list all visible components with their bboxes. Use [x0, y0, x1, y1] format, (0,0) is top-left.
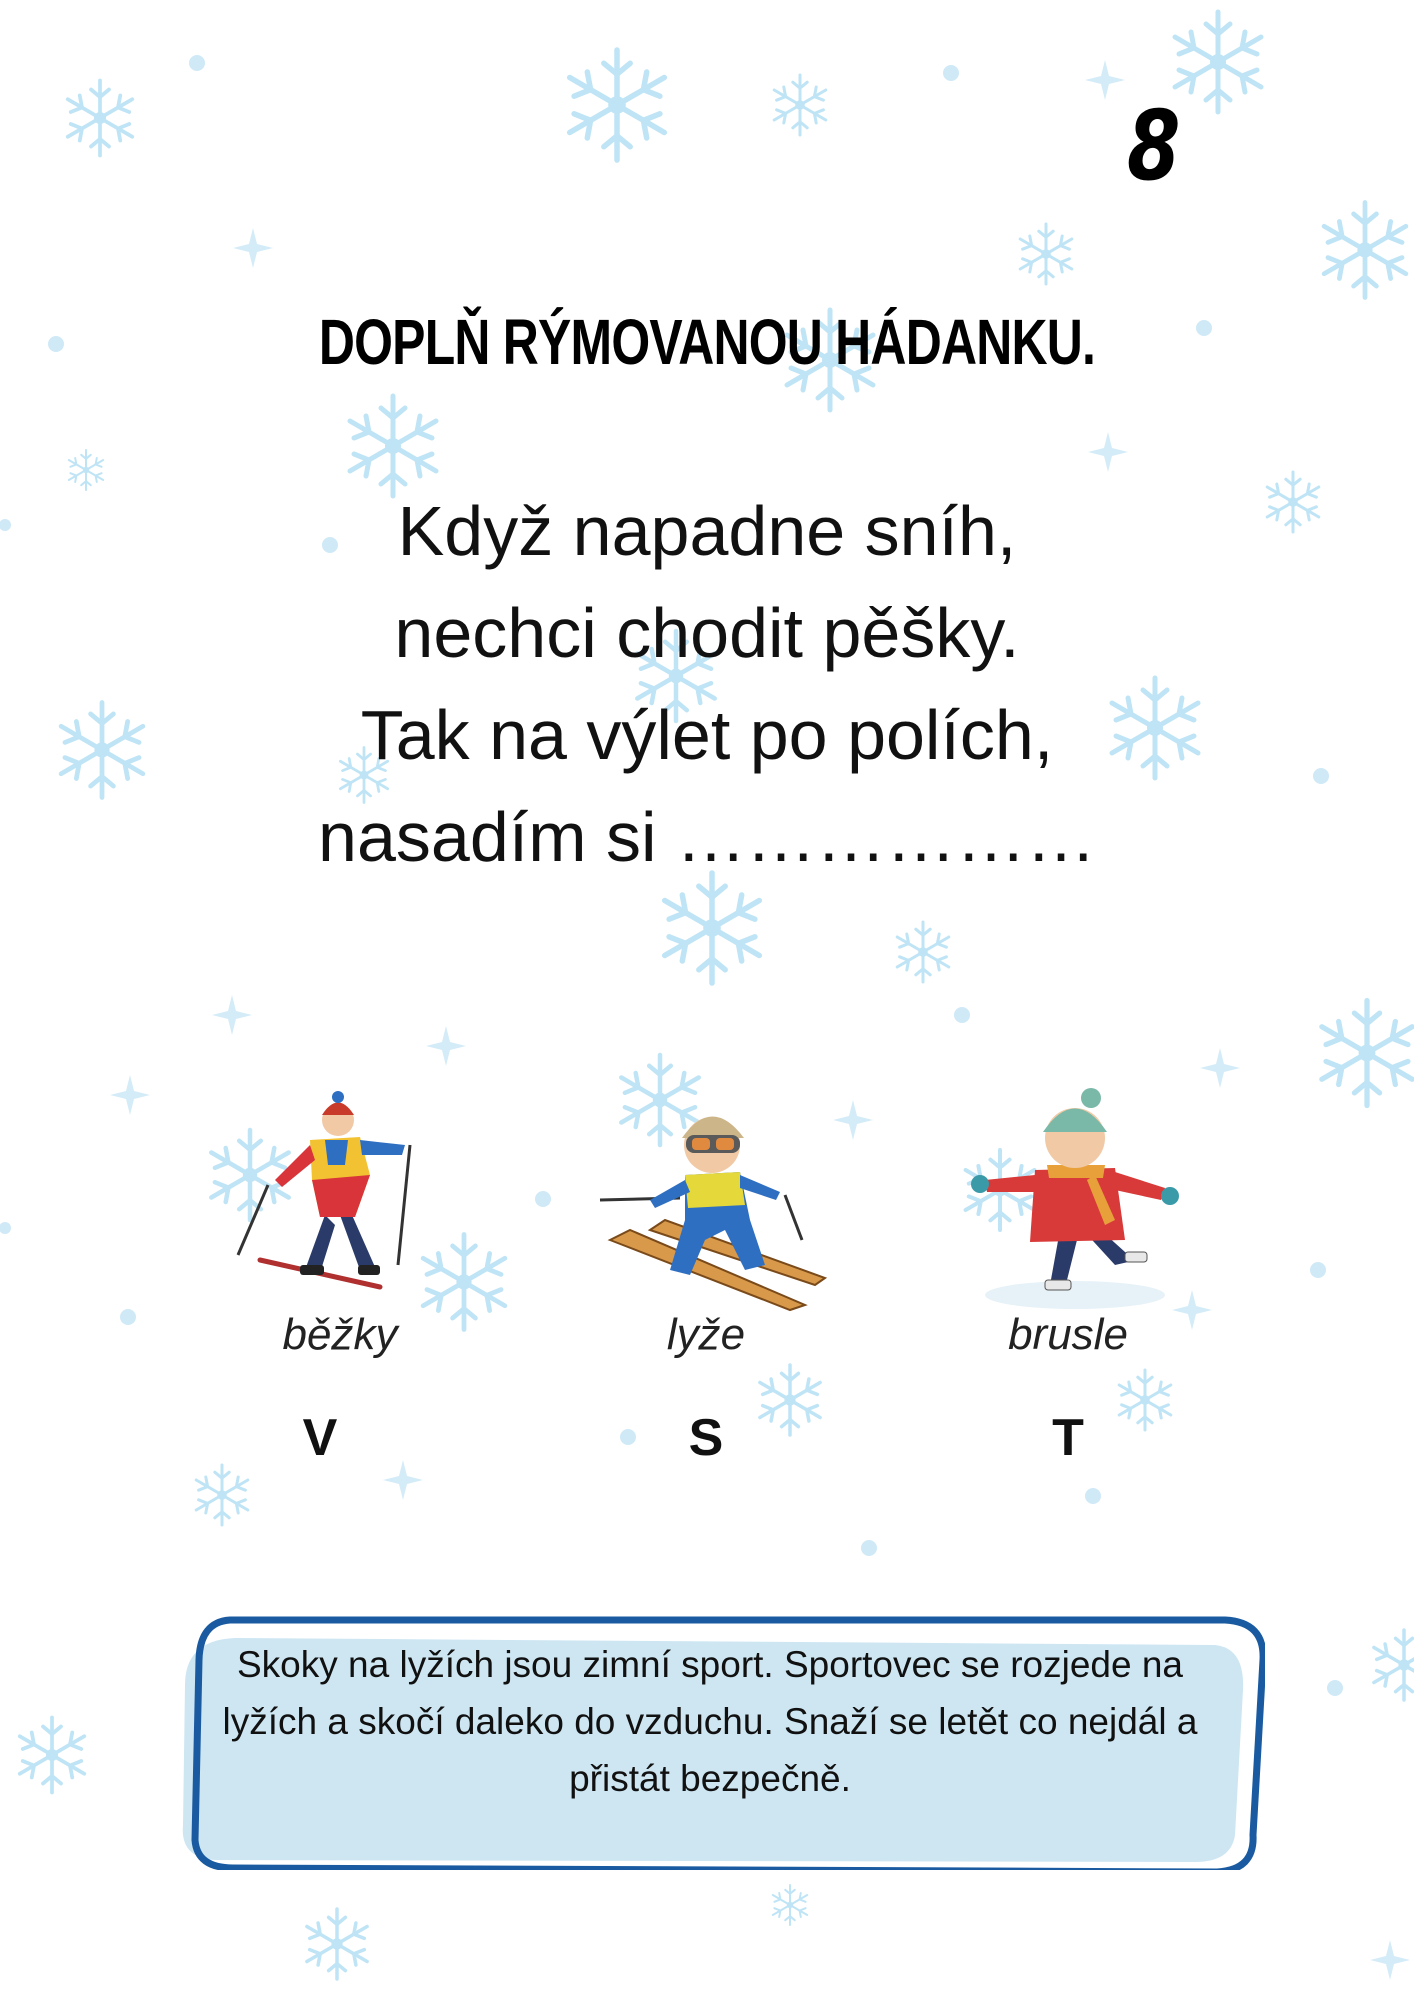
- cross-country-skier-icon: [230, 1085, 450, 1295]
- option-letter-lyze: S: [688, 1409, 724, 1467]
- poem-line: Tak na výlet po polích,: [360, 696, 1054, 774]
- task-heading: DOPLŇ RÝMOVANOU HÁDANKU.: [318, 306, 1096, 378]
- option-brusle[interactable]: [930, 1080, 1230, 1320]
- option-lyze[interactable]: [565, 1080, 865, 1320]
- info-text: Skoky na lyžích jsou zimní sport. Sportovec se rozjede na lyžích a skočí daleko do vzduchu. Snaží se letět co nejdál a přistát bezpečně.: [222, 1644, 1198, 1799]
- riddle-poem: [0, 480, 1414, 888]
- option-label-lyze: lyže: [666, 1310, 746, 1359]
- poem-line: Když napadne sníh,: [397, 492, 1017, 570]
- downhill-skier-icon: [590, 1080, 840, 1320]
- option-label-bezky: běžky: [282, 1310, 398, 1359]
- option-label-brusle: brusle: [1008, 1310, 1128, 1359]
- poem-line: nasadím si ………………: [318, 798, 1096, 876]
- option-bezky[interactable]: [190, 1085, 490, 1295]
- option-letter-bezky: V: [302, 1409, 338, 1467]
- ice-skater-icon: [965, 1080, 1195, 1320]
- option-letter-brusle: T: [1052, 1409, 1084, 1467]
- poem-line: nechci chodit pěšky.: [394, 594, 1020, 672]
- page-number: 8: [1127, 90, 1179, 202]
